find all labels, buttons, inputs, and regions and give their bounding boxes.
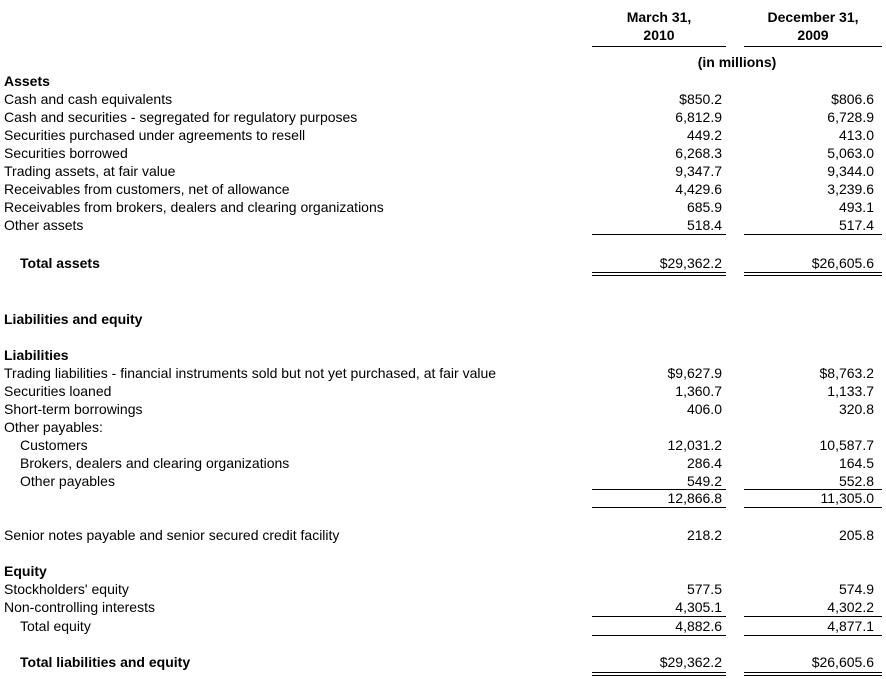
value-march-2010: 1,360.7 bbox=[675, 383, 722, 399]
row-label: Securities borrowed bbox=[4, 145, 128, 161]
value-march-2010: 6,812.9 bbox=[675, 109, 722, 125]
table-row bbox=[0, 162, 886, 180]
row-label: Total liabilities and equity bbox=[20, 654, 191, 670]
value-december-2009: 320.8 bbox=[838, 401, 874, 417]
row-label: Total equity bbox=[20, 618, 91, 634]
row-label: Equity bbox=[4, 563, 47, 579]
subtotal-rule bbox=[744, 635, 882, 636]
value-march-2010: 12,031.2 bbox=[667, 437, 722, 453]
table-row bbox=[0, 418, 886, 436]
column-header-date: December 31, bbox=[767, 9, 859, 25]
total-double-rule bbox=[744, 672, 882, 676]
value-december-2009: $8,763.2 bbox=[819, 365, 874, 381]
section-heading-liabilities-and-equity bbox=[0, 310, 886, 328]
value-december-2009: $806.6 bbox=[831, 91, 874, 107]
row-label: Assets bbox=[4, 73, 50, 89]
table-row bbox=[0, 180, 886, 198]
value-march-2010: $9,627.9 bbox=[667, 365, 722, 381]
table-row bbox=[0, 382, 886, 400]
table-row bbox=[0, 144, 886, 162]
section-heading-assets bbox=[0, 72, 886, 90]
table-row bbox=[0, 126, 886, 144]
row-label: Short-term borrowings bbox=[4, 401, 143, 417]
table-row bbox=[0, 526, 886, 544]
value-december-2009: 574.9 bbox=[838, 581, 874, 597]
value-march-2010: 9,347.7 bbox=[675, 163, 722, 179]
row-label: Other payables: bbox=[4, 419, 103, 435]
table-row bbox=[0, 216, 886, 234]
value-december-2009: 517.4 bbox=[838, 217, 874, 233]
value-march-2010: $29,362.2 bbox=[659, 255, 722, 271]
value-march-2010: 685.9 bbox=[686, 199, 722, 215]
value-march-2010: 449.2 bbox=[686, 127, 722, 143]
value-december-2009: $26,605.6 bbox=[811, 255, 874, 271]
row-label: Senior notes payable and senior secured credit facility bbox=[4, 527, 340, 543]
total-double-rule bbox=[592, 672, 726, 676]
value-december-2009: 9,344.0 bbox=[827, 163, 874, 179]
value-march-2010: 218.2 bbox=[686, 527, 722, 543]
table-row bbox=[0, 364, 886, 382]
value-march-2010: 4,882.6 bbox=[675, 618, 722, 634]
value-december-2009: 5,063.0 bbox=[827, 145, 874, 161]
value-december-2009: 11,305.0 bbox=[820, 490, 874, 506]
row-label: Other payables bbox=[20, 473, 115, 489]
subtotal-row bbox=[0, 489, 886, 507]
column-header-march-2010 bbox=[592, 8, 726, 47]
table-row bbox=[0, 198, 886, 216]
value-december-2009: 10,587.7 bbox=[819, 437, 874, 453]
row-label: Non-controlling interests bbox=[4, 599, 155, 615]
table-row bbox=[0, 90, 886, 108]
row-label: Receivables from customers, net of allowance bbox=[4, 181, 290, 197]
row-label: Liabilities bbox=[4, 347, 69, 363]
value-march-2010: 406.0 bbox=[686, 401, 722, 417]
value-december-2009: 164.5 bbox=[838, 455, 874, 471]
value-march-2010: 518.4 bbox=[686, 217, 722, 233]
row-label: Total assets bbox=[20, 255, 100, 271]
row-label: Stockholders' equity bbox=[4, 581, 129, 597]
value-december-2009: 4,877.1 bbox=[827, 618, 874, 634]
table-row bbox=[0, 108, 886, 126]
value-march-2010: 12,866.8 bbox=[667, 490, 722, 506]
row-label: Cash and securities - segregated for regulatory purposes bbox=[4, 109, 358, 125]
value-march-2010: 577.5 bbox=[686, 581, 722, 597]
row-label: Securities loaned bbox=[4, 383, 112, 399]
value-march-2010: $850.2 bbox=[679, 91, 722, 107]
row-label: Receivables from brokers, dealers and clearing organizations bbox=[4, 199, 384, 215]
row-label: Liabilities and equity bbox=[4, 311, 143, 327]
subtotal-rule bbox=[744, 507, 882, 508]
section-heading-equity bbox=[0, 562, 886, 580]
subtotal-rule bbox=[592, 234, 726, 235]
table-row bbox=[0, 436, 886, 454]
table-row bbox=[0, 454, 886, 472]
row-label: Brokers, dealers and clearing organizations bbox=[20, 455, 290, 471]
column-header-date: March 31, bbox=[626, 9, 692, 25]
table-row bbox=[0, 580, 886, 598]
column-header-december-2009 bbox=[744, 8, 882, 47]
value-march-2010: 286.4 bbox=[686, 455, 722, 471]
value-december-2009: 4,302.2 bbox=[827, 599, 874, 615]
unit-label: (in millions) bbox=[697, 54, 777, 70]
value-march-2010: 6,268.3 bbox=[675, 145, 722, 161]
row-label: Trading assets, at fair value bbox=[4, 163, 176, 179]
table-row bbox=[0, 400, 886, 418]
table-row bbox=[0, 472, 886, 490]
total-double-rule bbox=[592, 272, 726, 276]
subtotal-row bbox=[0, 617, 886, 635]
section-heading-liabilities bbox=[0, 346, 886, 364]
total-double-rule bbox=[744, 272, 882, 276]
row-label: Trading liabilities - financial instruments sold but not yet purchased, at fair value bbox=[4, 365, 497, 381]
column-header-year: 2010 bbox=[643, 27, 675, 43]
subtotal-rule bbox=[744, 234, 882, 235]
total-row bbox=[0, 653, 886, 671]
subtotal-rule bbox=[592, 635, 726, 636]
row-label: Other assets bbox=[4, 217, 84, 233]
value-december-2009: 413.0 bbox=[838, 127, 874, 143]
value-december-2009: 205.8 bbox=[838, 527, 874, 543]
value-march-2010: 549.2 bbox=[686, 473, 722, 489]
column-header-year: 2009 bbox=[797, 27, 829, 43]
row-label: Securities purchased under agreements to resell bbox=[4, 127, 306, 143]
value-march-2010: 4,305.1 bbox=[675, 599, 722, 615]
value-march-2010: $29,362.2 bbox=[659, 654, 722, 670]
value-december-2009: 493.1 bbox=[838, 199, 874, 215]
value-december-2009: 3,239.6 bbox=[827, 181, 874, 197]
value-december-2009: 6,728.9 bbox=[827, 109, 874, 125]
row-label: Customers bbox=[20, 437, 88, 453]
subtotal-rule bbox=[592, 507, 726, 508]
table-row bbox=[0, 598, 886, 616]
value-december-2009: 552.8 bbox=[838, 473, 874, 489]
row-label: Cash and cash equivalents bbox=[4, 91, 173, 107]
value-december-2009: 1,133.7 bbox=[827, 383, 874, 399]
value-december-2009: $26,605.6 bbox=[811, 654, 874, 670]
value-march-2010: 4,429.6 bbox=[675, 181, 722, 197]
total-row bbox=[0, 254, 886, 272]
